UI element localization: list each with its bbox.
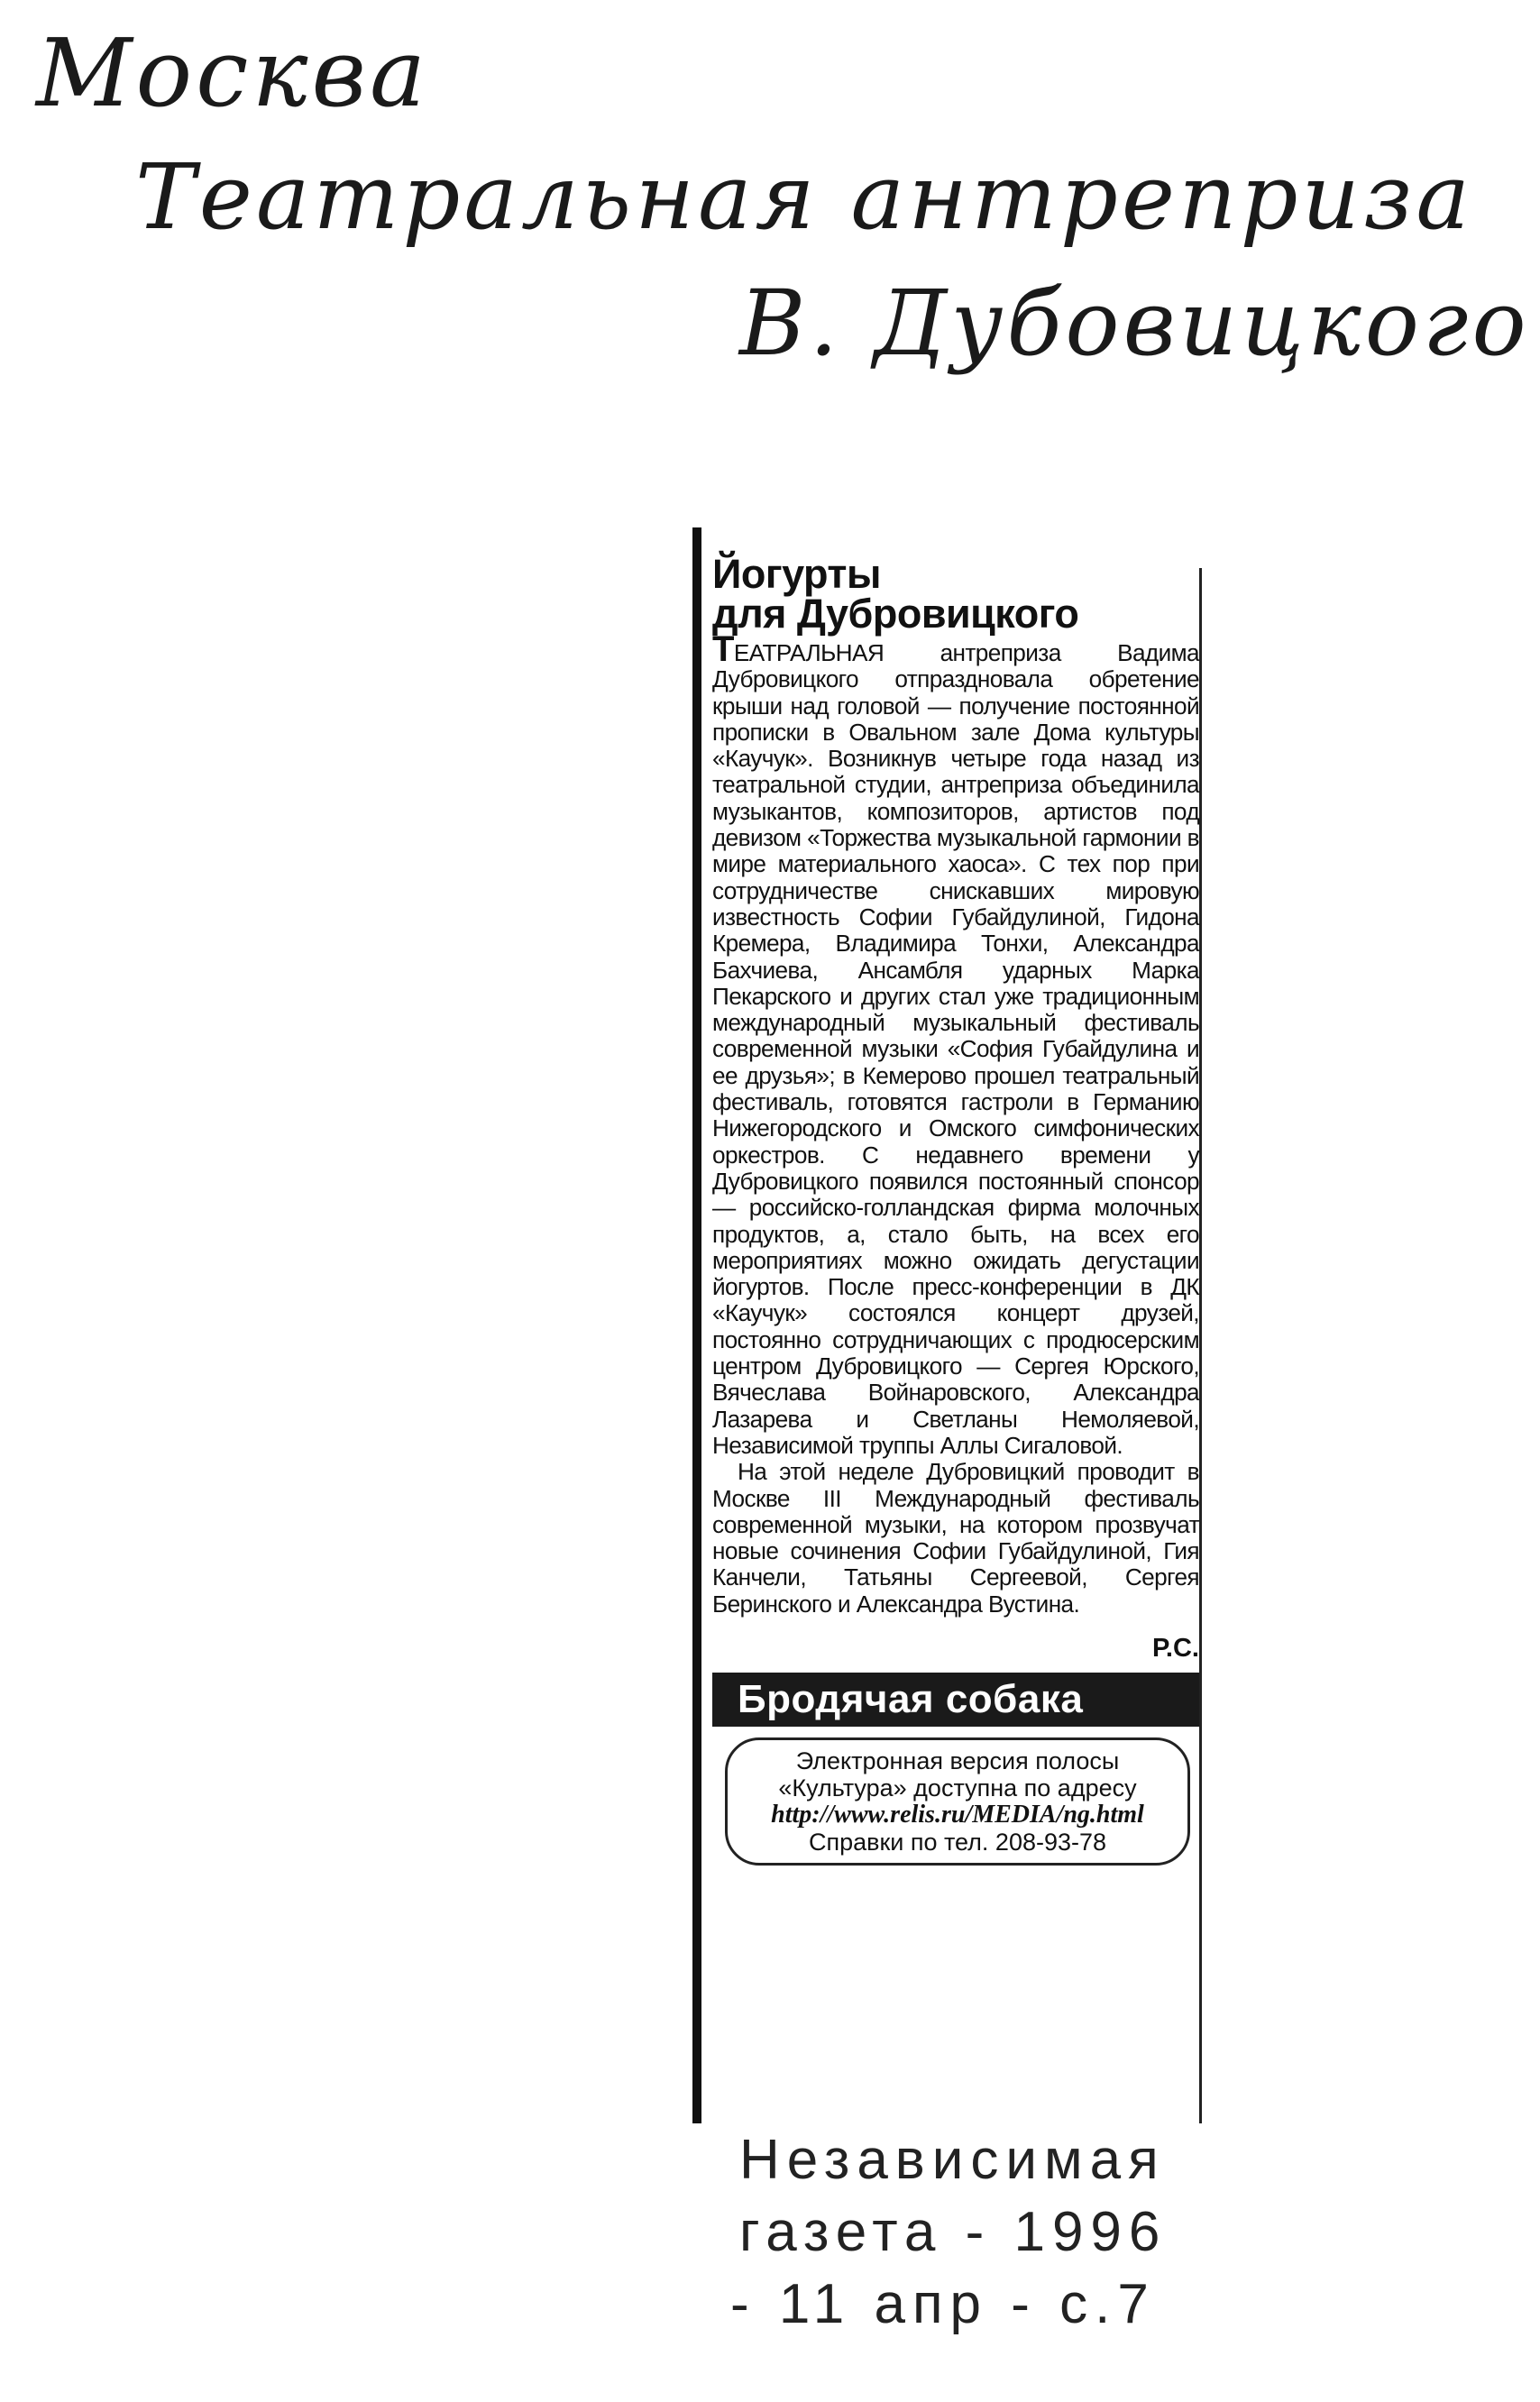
- handwritten-name: В. Дубовицкого: [739, 270, 1530, 376]
- headline-line-2: для Дубровицкого: [712, 591, 1079, 637]
- infobox-line-1: Электронная версия полосы: [795, 1746, 1120, 1774]
- newspaper-clipping: [712, 551, 1199, 1866]
- headline-line-1: Йогурты: [712, 551, 881, 597]
- paragraph-1-text: ЕАТРАЛЬНАЯ антреприза Вадима Дубровицкого отпраздновала обретение крыши над головой — получение постоянной прописки в Овальном зале Дома культуры «Каучук». Возникнув четыре года назад из театральной студии, антреприза объединила музыкантов, композиторов, артистов под девизом «Торжества музыкальной гармонии в мире материального хаоса». С тех пор при сотрудничестве снискавших мировую известность Софии Губайдулиной, Гидона Кремера, Владимира Тонхи, Александра Бахчиева, Ансамбля ударных Марка Пекарского и других стал уже традиционным международный музыкальный фестиваль современной музыки «София Губайдулина и ее друзья»; в Кемерово прошел театральный фестиваль, готовятся гастроли в Германию Нижегородского и Омского симфонических оркестров. С недавнего времени у Дубровицкого появился постоянный спонсор — российско-голландская фирма молочных продуктов, а, стало быть, на всех его мероприятиях можно ожидать дегустации йогуртов. После пресс-конференции в ДК «Каучук» состоялся концерт друзей, постоянно сотрудничающих с продюсерским центром Дубровицкого — Сергея Юрского, Вячеслава Войнаровского, Александра Лазарева и Светланы Немоляевой, Независимой труппы Аллы Сигаловой.: [712, 639, 1199, 1459]
- article-paragraph-2: На этой неделе Дубровицкий проводит в Москве III Международный фестиваль современной музыки, на котором прозвучат новые сочинения Софии Губайдулиной, Гия Канчели, Татьяны Сергеевой, Сергея Беринского и Александра Вустина.: [712, 1458, 1199, 1618]
- electronic-version-box: [725, 1737, 1190, 1866]
- handwritten-source-date: - 11 апр - с.7: [730, 2273, 1156, 2335]
- column-rule-right: [1199, 568, 1202, 2123]
- article-paragraph-1: [712, 629, 1199, 1459]
- infobox-url: http://www.relis.ru/MEDIA/ng.html: [771, 1800, 1144, 1829]
- handwritten-city: Москва: [36, 18, 429, 128]
- author-signature: Р.С.: [1151, 1633, 1199, 1663]
- handwritten-subject: Театральная антреприза: [135, 144, 1474, 250]
- rubric-banner: Бродячая собака: [712, 1673, 1199, 1727]
- article-body: [712, 629, 1199, 1618]
- infobox-phone: Справки по тел. 208-93-78: [808, 1828, 1107, 1856]
- drop-cap: Т: [712, 629, 734, 669]
- handwritten-source: Независимая: [739, 2129, 1166, 2191]
- handwritten-source-year: газета - 1996: [739, 2201, 1168, 2263]
- infobox-line-2: «Культура» доступна по адресу: [778, 1774, 1137, 1802]
- article-headline: [712, 551, 1199, 637]
- column-rule-left: [692, 527, 701, 2123]
